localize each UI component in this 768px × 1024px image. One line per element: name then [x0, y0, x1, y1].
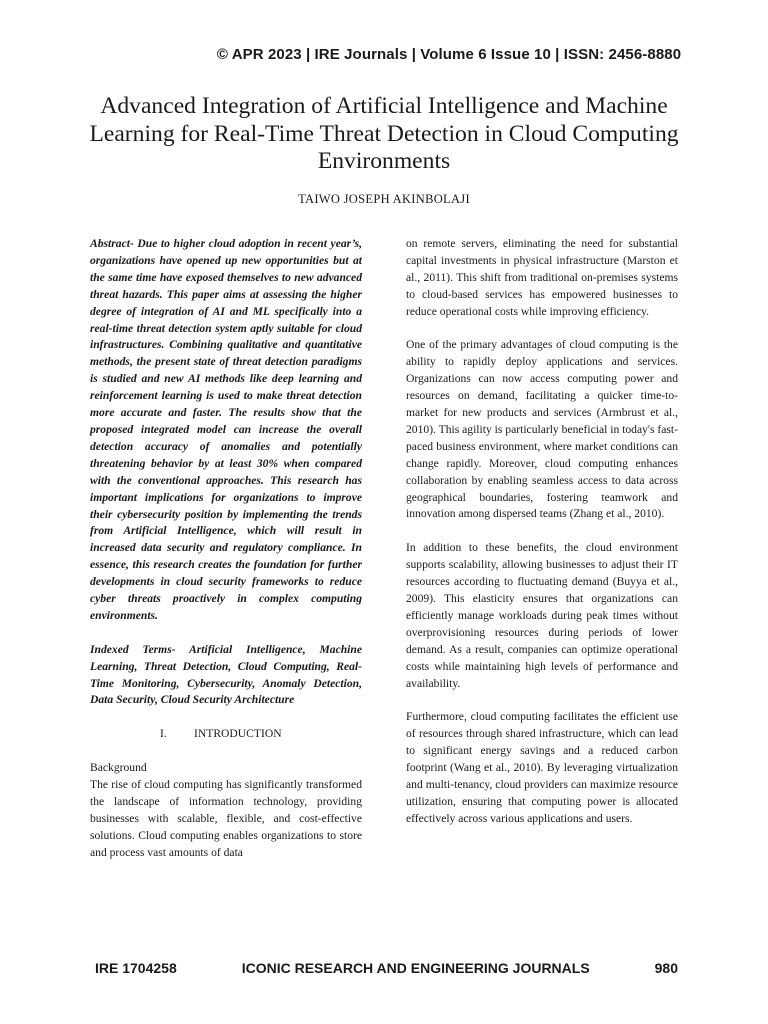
section-title: INTRODUCTION — [194, 727, 282, 741]
body-paragraph: In addition to these benefits, the cloud environment supports scalability, allowing businesses to adjust their IT resources according to fluctuating demand (Buyya et al., 2009). This elasticity ensures that organizations can efficiently manage workloads during peak times without overprovisioning resources during periods of lower demand. As a result, companies can optimize operational costs while maintaining high levels of performance and availability. — [406, 541, 678, 690]
index-terms: Indexed Terms- Artificial Intelligence, Machine Learning, Threat Detection, Cloud Computing, Real-Time Monitoring, Cybersecurity, Anomaly Detection, Data Security, Cloud Security Architecture — [90, 642, 362, 707]
section-number: I. — [160, 727, 167, 741]
intro-block — [90, 760, 362, 861]
body-paragraph: on remote servers, eliminating the need for substantial capital investments in physical infrastructure (Marston et al., 2011). This shift from traditional on-premises systems to cloud-based services has empowered businesses to reduce operational costs while improving efficiency. — [406, 237, 678, 318]
footer-page-number: 980 — [654, 960, 678, 976]
paper-title: Advanced Integration of Artificial Intelligence and Machine Learning for Real-Time Threat Detection in Cloud Computing Environments — [89, 93, 679, 174]
journal-header-text: © APR 2023 | IRE Journals | Volume 6 Issue 10 | ISSN: 2456-8880 — [216, 46, 682, 63]
body-paragraph: Furthermore, cloud computing facilitates the efficient use of resources through shared infrastructure, which can lead to significant energy savings and a reduced carbon footprint (Wang et al., 2010). By leveraging virtualization and multi-tenancy, cloud providers can maximize resource utilization, ensuring that computing power is allocated effectively across various applications and users. — [406, 710, 678, 825]
subheading-background: Background — [90, 761, 147, 775]
footer-journal-name: ICONIC RESEARCH AND ENGINEERING JOURNALS — [241, 960, 590, 976]
author-name: TAIWO JOSEPH AKINBOLAJI — [298, 192, 470, 206]
left-column — [90, 236, 362, 878]
right-column — [406, 236, 678, 845]
intro-paragraph: The rise of cloud computing has significantly transformed the landscape of information technology, providing businesses with scalable, flexible, and cost-effective solutions. Cloud computing enables organizations to store and process vast amounts of data — [90, 777, 362, 859]
page-footer — [95, 960, 678, 976]
footer-paper-id: IRE 1704258 — [95, 960, 177, 976]
body-paragraph: One of the primary advantages of cloud computing is the ability to rapidly deploy applications and services. Organizations can now access computing power and resources on demand, facilitating a quicker time-to-market for new products and services (Armbrust et al., 2010). This agility is particularly beneficial in today's fast-paced business environment, where market conditions can change rapidly. Moreover, cloud computing enhances collaboration by enabling seamless access to data across geographical boundaries, fostering teamwork and innovation among dispersed teams (Zhang et al., 2010). — [406, 338, 679, 521]
journal-header — [0, 46, 768, 63]
section-heading — [90, 726, 362, 743]
abstract: Abstract- Due to higher cloud adoption in recent year’s, organizations have opened up new opportunities but at the same time have exposed themselves to new advanced threat hazards. This paper aims at assessing the higher degree of integration of AI and ML specifically into a real-time threat detection system aptly suitable for cloud infrastructures. Combining qualitative and quantitative methods, the present state of threat detection paradigms is studied and new AI methods like deep learning and reinforcement learning is used to make threat detection more accurate and faster. The results show that the proposed integrated model can increase the overall detection accuracy of anomalies and potentially threatening behavior by at least 30% when compared with the conventional approaches. This research has important implications for organizations to improve their cybersecurity position by implementing the trends from Artificial Intelligence, which will result in increased data security and regulatory compliance. In essence, this research creates the foundation for further developments in cloud security frameworks to reduce cyber threats proactively in complex computing environments. — [90, 237, 362, 622]
